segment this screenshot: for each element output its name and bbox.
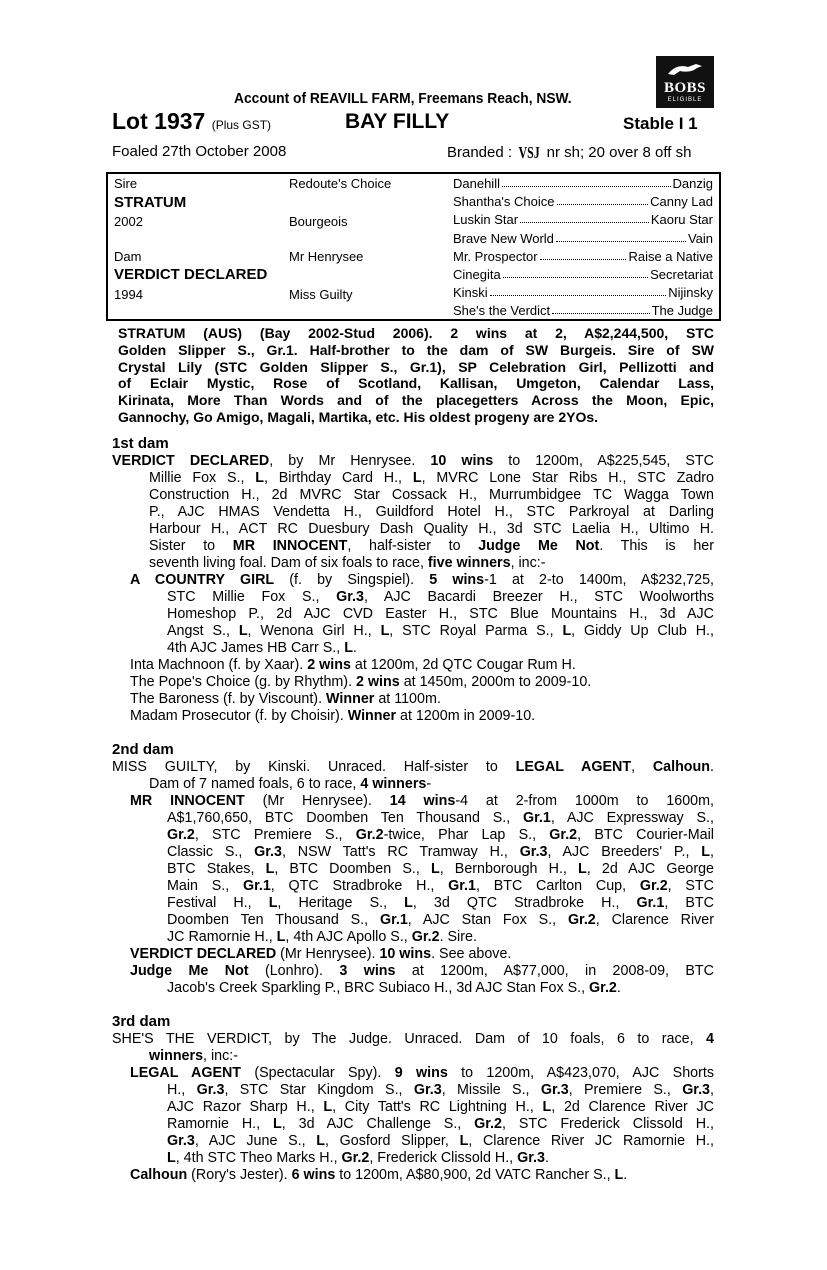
- dotted-leader: [556, 231, 686, 242]
- pedigree-entry-prog3: [130, 674, 714, 691]
- sire-summary-line: Golden Slipper S., Gr.1. Half-brother to the dam of SW Burgeis. Sire of SW: [118, 341, 714, 358]
- foaled-date: Foaled 27th October 2008: [112, 143, 287, 160]
- entry-line: Festival H., L, Heritage S., L, 3d QTC Stradbroke H., Gr.1, BTC: [167, 895, 714, 911]
- pedigree-entry-prog7: [130, 946, 714, 963]
- ancestor-sire: The Judge: [651, 303, 713, 319]
- ancestor-name: She's the Verdict: [453, 303, 551, 319]
- ancestor-row: [453, 249, 713, 264]
- dam-dam: Miss Guilty: [289, 287, 353, 302]
- sire-summary-line: Crystal Lily (STC Golden Slipper S., Gr.1), SP Celebration Girl, Pellizotti and: [118, 358, 714, 375]
- ancestor-name: Luskin Star: [453, 212, 519, 228]
- vendor-account: Account of REAVILL FARM, Freemans Reach, NSW.: [234, 90, 572, 107]
- sire-summary-line: Gannochy, Go Amigo, Magali, Martika, etc. His oldest progeny are 2YOs.: [118, 408, 599, 425]
- entry-line: Gr.3, AJC June S., L, Gosford Slipper, L, Clarence River JC Ramornie H.,: [167, 1133, 714, 1149]
- lot-note: (Plus GST): [211, 118, 272, 132]
- entry-line: Main S., Gr.1, QTC Stradbroke H., Gr.1, BTC Carlton Cup, Gr.2, STC: [167, 878, 714, 894]
- entry-line: Madam Prosecutor (f. by Choisir). Winner at 1200m in 2009-10.: [130, 708, 536, 724]
- pedigree-entry-prog8: [130, 963, 714, 997]
- entry-line: Homeshop P., 2d AJC CVD Easter H., STC Blue Mountains H., 3d AJC: [167, 606, 714, 622]
- entry-line: The Baroness (f. by Viscount). Winner at 1100m.: [130, 691, 441, 707]
- entry-line: BTC Stakes, L, BTC Doomben S., L, Bernborough H., L, 2d AJC George: [167, 861, 715, 877]
- entry-line: seventh living foal. Dam of six foals to race, five winners, inc:-: [149, 555, 546, 571]
- dotted-leader: [490, 285, 667, 296]
- sire-dam: Bourgeois: [289, 214, 348, 229]
- entry-line: Inta Machnoon (f. by Xaar). 2 wins at 1200m, 2d QTC Cougar Rum H.: [130, 657, 576, 673]
- ancestor-sire: Raise a Native: [628, 248, 713, 264]
- dam-sire: Mr Henrysee: [289, 249, 364, 264]
- entry-line: Calhoun (Rory's Jester). 6 wins to 1200m, A$80,900, 2d VATC Rancher S., L.: [130, 1167, 628, 1183]
- entry-line: L, 4th STC Theo Marks H., Gr.2, Frederick Clissold H., Gr.3.: [167, 1150, 549, 1166]
- dotted-leader: [557, 194, 649, 205]
- ancestor-name: Mr. Prospector: [453, 248, 538, 264]
- entry-line: Millie Fox S., L, Birthday Card H., L, MVRC Lone Star Ribs H., STC Zadro: [149, 470, 714, 486]
- first-dam-heading: 1st dam: [112, 435, 169, 452]
- entry-line: A$1,760,650, BTC Doomben Ten Thousand S., Gr.1, AJC Expressway S.,: [167, 810, 714, 826]
- pedigree-entry-dam2: [112, 759, 714, 793]
- sire-year: 2002: [114, 214, 143, 229]
- ancestor-name: Danehill: [453, 176, 500, 191]
- entry-line: JC Ramornie H., L, 4th AJC Apollo S., Gr.2. Sire.: [167, 929, 477, 945]
- dam-name: VERDICT DECLARED: [114, 266, 268, 283]
- dotted-leader: [552, 303, 649, 314]
- entry-line: A COUNTRY GIRL (f. by Singspiel). 5 wins-1 at 2-to 1400m, A$232,725,: [130, 572, 714, 588]
- pedigree-entry-prog2: [130, 657, 714, 674]
- sire-summary: [118, 325, 714, 426]
- ancestor-sire: Secretariat: [650, 267, 713, 282]
- horse-icon: [666, 62, 704, 78]
- horse-description: BAY FILLY: [345, 110, 450, 133]
- ancestor-row: [453, 176, 713, 191]
- dotted-leader: [502, 176, 671, 187]
- entry-line: VERDICT DECLARED, by Mr Henrysee. 10 wins to 1200m, A$225,545, STC: [112, 453, 714, 469]
- entry-line: Dam of 7 named foals, 6 to race, 4 winners-: [149, 776, 432, 792]
- sire-label: Sire: [114, 176, 138, 191]
- ancestor-name: Kinski: [453, 285, 488, 301]
- dotted-leader: [503, 267, 648, 278]
- sire-summary-line: Kirinata, More Than Words and of the placegetters Across the Moon, Epic,: [118, 392, 714, 409]
- entry-line: Jacob's Creek Sparkling P., BRC Subiaco H., 3d AJC Stan Fox S., Gr.2.: [167, 980, 621, 996]
- entry-line: MISS GUILTY, by Kinski. Unraced. Half-sister to LEGAL AGENT, Calhoun.: [112, 759, 714, 775]
- entry-line: SHE'S THE VERDICT, by The Judge. Unraced. Dam of 10 foals, 6 to race, 4: [112, 1031, 714, 1047]
- pedigree-entry-prog10: [130, 1167, 714, 1184]
- third-dam-heading: 3rd dam: [112, 1013, 171, 1030]
- pedigree-entry-prog5: [130, 708, 714, 725]
- entry-line: STC Millie Fox S., Gr.3, AJC Bacardi Breezer H., STC Woolworths: [167, 589, 714, 605]
- entry-line: Gr.2, STC Premiere S., Gr.2-twice, Phar Lap S., Gr.2, BTC Courier-Mail: [167, 827, 714, 843]
- ancestor-row: [453, 267, 713, 282]
- entry-line: MR INNOCENT (Mr Henrysee). 14 wins-4 at 2-from 1000m to 1600m,: [130, 793, 714, 809]
- dotted-leader: [540, 249, 627, 260]
- entry-line: Angst S., L, Wenona Girl H., L, STC Royal Parma S., L, Giddy Up Club H.,: [167, 623, 714, 639]
- entry-line: Classic S., Gr.3, NSW Tatt's RC Tramway H., Gr.3, AJC Breeders' P., L,: [167, 844, 715, 860]
- pedigree-table: [106, 172, 721, 321]
- entry-line: The Pope's Choice (g. by Rhythm). 2 wins at 1450m, 2000m to 2009-10.: [130, 674, 592, 690]
- dam-year: 1994: [114, 287, 143, 302]
- entry-line: winners, inc:-: [149, 1048, 238, 1064]
- logo-subtext: ELIGIBLE: [667, 97, 703, 103]
- entry-line: Sister to MR INNOCENT, half-sister to Judge Me Not. This is her: [149, 538, 714, 554]
- ancestor-name: Shantha's Choice: [453, 194, 555, 210]
- pedigree-entry-prog6: [130, 793, 714, 946]
- ancestor-sire: Canny Lad: [650, 194, 713, 210]
- entry-line: H., Gr.3, STC Star Kingdom S., Gr.3, Missile S., Gr.3, Premiere S., Gr.3,: [167, 1082, 714, 1098]
- pedigree-entry-prog1: [130, 572, 714, 657]
- entry-line: Doomben Ten Thousand S., Gr.1, AJC Stan Fox S., Gr.2, Clarence River: [167, 912, 715, 928]
- dam-label: Dam: [114, 249, 142, 264]
- entry-line: LEGAL AGENT (Spectacular Spy). 9 wins to 1200m, A$423,070, AJC Shorts: [130, 1065, 714, 1081]
- lot-number: Lot 1937 (Plus GST): [112, 108, 272, 134]
- ancestor-sire: Vain: [687, 230, 713, 246]
- pedigree-entry-prog9: [130, 1065, 714, 1167]
- second-dam-heading: 2nd dam: [112, 741, 174, 758]
- entry-line: 4th AJC James HB Carr S., L.: [167, 640, 357, 656]
- ancestor-row: [453, 212, 713, 227]
- entry-line: Ramornie H., L, 3d AJC Challenge S., Gr.2, STC Frederick Clissold H.,: [167, 1116, 714, 1132]
- ancestor-sire: Danzig: [672, 176, 713, 191]
- ancestor-sire: Kaoru Star: [650, 212, 713, 228]
- sire-sire: Redoute's Choice: [289, 176, 392, 191]
- ancestor-row: [453, 231, 713, 246]
- pedigree-entry-prog4: [130, 691, 714, 708]
- dotted-leader: [520, 212, 649, 223]
- ancestor-row: [453, 303, 713, 318]
- entry-line: Judge Me Not (Lonhro). 3 wins at 1200m, A$77,000, in 2008-09, BTC: [130, 963, 714, 979]
- ancestor-sire: Nijinsky: [668, 285, 713, 301]
- brand-mark: VSJ: [518, 143, 540, 162]
- pedigree-entry-dam1: [112, 453, 714, 572]
- logo-text: BOBS: [663, 80, 707, 96]
- bobs-logo: [656, 56, 714, 108]
- entry-line: Harbour H., ACT RC Duesbury Dash Quality H., 3d STC Laelia H., Ultimo H.: [149, 521, 714, 537]
- ancestor-row: [453, 194, 713, 209]
- sire-summary-line: STRATUM (AUS) (Bay 2002-Stud 2006). 2 wins at 2, A$2,244,500, STC: [118, 325, 714, 341]
- entry-line: Construction H., 2d MVRC Star Cossack H., Murrumbidgee TC Wagga Town: [149, 487, 714, 503]
- entry-line: AJC Razor Sharp H., L, City Tatt's RC Lightning H., L, 2d Clarence River JC: [167, 1099, 714, 1115]
- brand-info: Branded : VSJ nr sh; 20 over 8 off sh: [447, 143, 692, 162]
- ancestor-row: [453, 285, 713, 300]
- pedigree-entry-dam3: [112, 1031, 714, 1065]
- sire-summary-line: of Eclair Mystic, Rose of Scotland, Kallisan, Umgeton, Calendar Lass,: [118, 375, 714, 392]
- ancestor-name: Brave New World: [453, 230, 554, 246]
- entry-line: VERDICT DECLARED (Mr Henrysee). 10 wins. See above.: [130, 946, 512, 962]
- entry-line: P., AJC HMAS Vendetta H., Guildford Hotel H., STC Parkroyal at Darling: [149, 504, 714, 520]
- sire-name: STRATUM: [114, 194, 187, 211]
- stable-number: Stable I 1: [623, 114, 698, 133]
- ancestor-name: Cinegita: [453, 267, 501, 282]
